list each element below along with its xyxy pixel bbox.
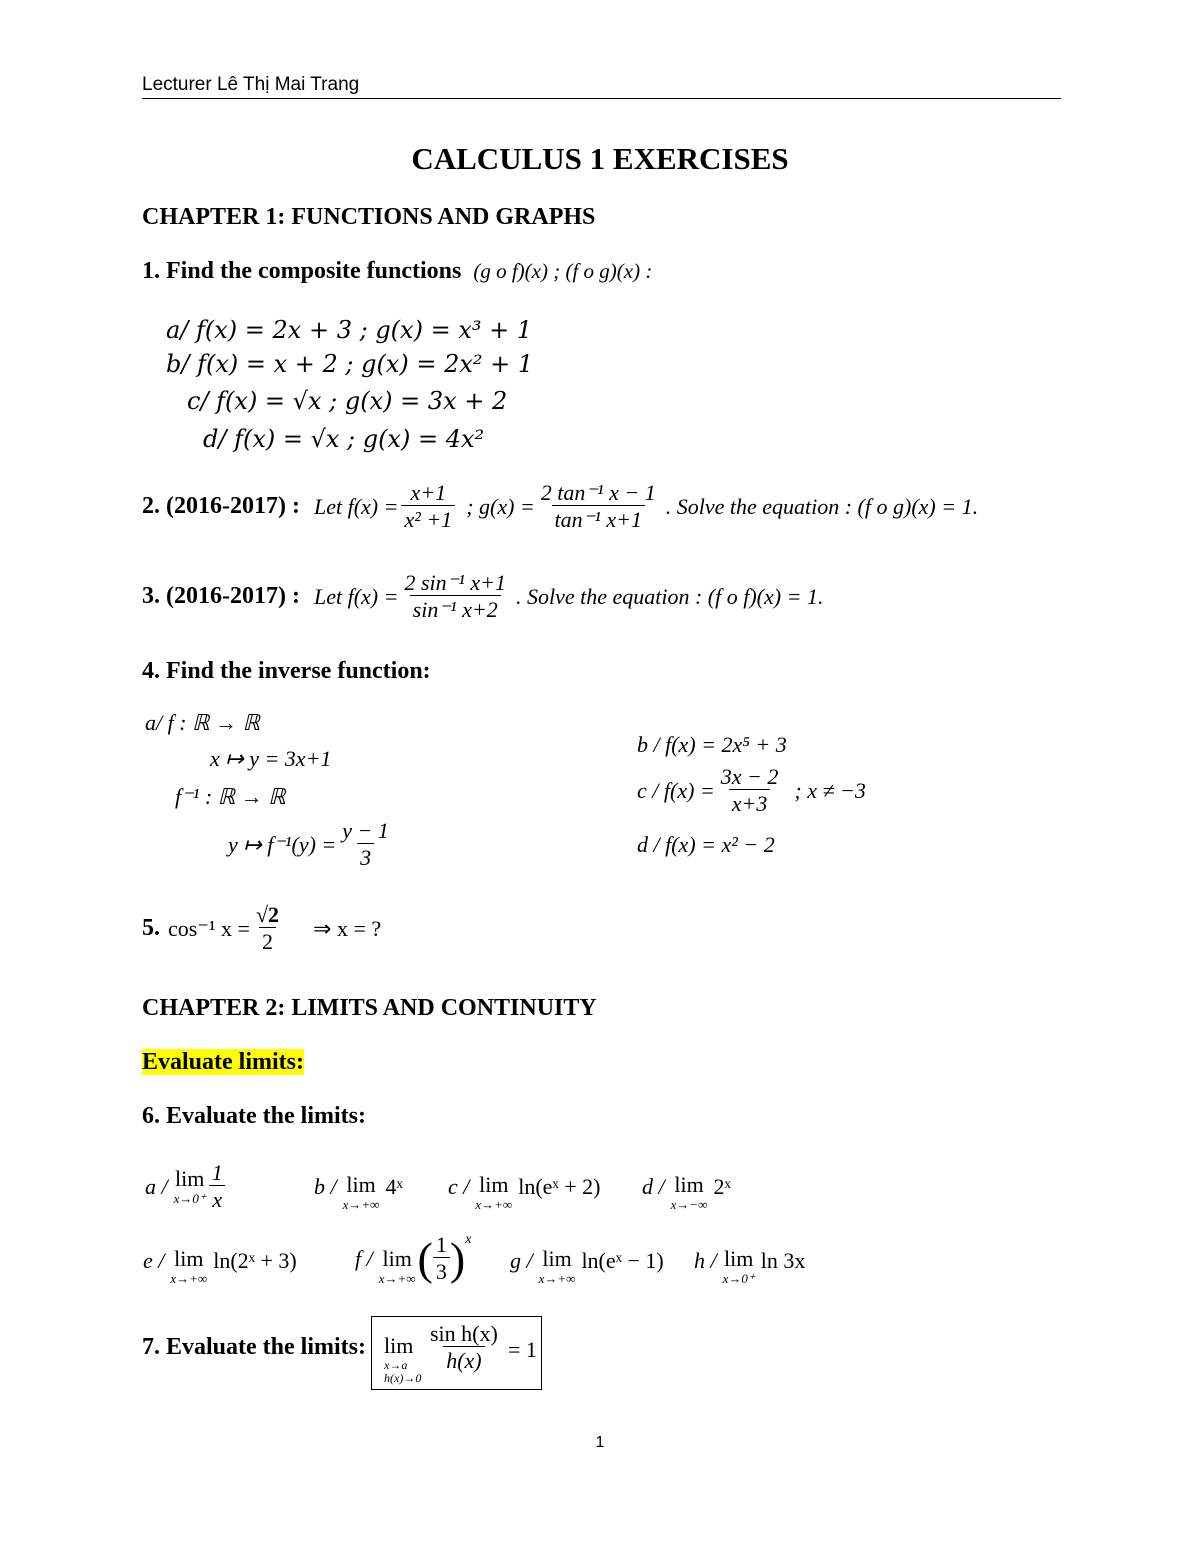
q6-g <box>510 1248 664 1285</box>
q4-a-line4 <box>228 818 395 872</box>
q4-d: d / f(x) = x² − 2 <box>637 832 775 857</box>
evaluate-limits-highlight: Evaluate limits: <box>142 1049 304 1075</box>
q2-g-lead: ; g(x) = <box>466 493 535 519</box>
q6-c-lim <box>475 1174 512 1211</box>
q6-a-fraction <box>209 1160 226 1214</box>
q6-a-lim-word: lim <box>175 1166 205 1192</box>
q6-f-lparen: ( <box>417 1232 433 1284</box>
q2-f-denominator: x² +1 <box>401 505 455 534</box>
q7-fraction <box>427 1321 501 1375</box>
q1-part-d: d/ f(x) = √x ; g(x) = 4x² <box>203 425 485 453</box>
q4-a-fraction <box>339 818 392 872</box>
q4-c-tail: ; x ≠ −3 <box>794 777 866 803</box>
q6-a-lead: a / <box>145 1173 168 1199</box>
q6-a-lim <box>174 1168 206 1205</box>
q6-h <box>694 1248 805 1285</box>
q7-tail: = 1 <box>508 1337 537 1362</box>
q6-f-numerator: 1 <box>435 1232 447 1257</box>
q4-b: b / f(x) = 2x⁵ + 3 <box>637 732 787 757</box>
chapter-1-heading: CHAPTER 1: FUNCTIONS AND GRAPHS <box>142 204 596 230</box>
q6-b-lead: b / <box>314 1174 337 1199</box>
q2-label: 2. (2016-2017) : <box>142 493 300 520</box>
q6-e-expr: ln(2ˣ + 3) <box>213 1248 297 1273</box>
q1-label <box>142 258 652 285</box>
q4-a-denominator: 3 <box>357 843 374 872</box>
q6-a <box>145 1160 229 1214</box>
q6-g-lim <box>539 1248 576 1285</box>
q3-let: Let f(x) = <box>313 583 399 609</box>
q5-tail: ⇒ x = ? <box>313 915 382 941</box>
q3-f-numerator: 2 sin⁻¹ x+1 <box>404 570 506 595</box>
q6-a-numerator: 1 <box>211 1160 223 1185</box>
q6-f-exponent: x <box>465 1232 472 1247</box>
q3-row <box>142 570 823 624</box>
q4-c-fraction <box>718 764 782 818</box>
q6-b <box>314 1174 403 1211</box>
q4-a-line2: x ↦ y = 3x+1 <box>210 746 332 771</box>
q2-let: Let f(x) = <box>313 493 399 519</box>
q6-f-fraction <box>433 1232 450 1286</box>
q6-d-lim-word: lim <box>674 1172 704 1197</box>
q2-f-numerator: x+1 <box>410 480 447 505</box>
q6-h-expr: ln 3x <box>760 1248 806 1273</box>
q7-formula-box <box>371 1316 542 1390</box>
q6-a-denominator: x <box>209 1185 225 1214</box>
q6-g-lim-word: lim <box>542 1246 572 1271</box>
q5-fraction <box>253 902 282 956</box>
q6-c <box>448 1174 601 1211</box>
q6-c-lim-sub: x→+∞ <box>475 1197 513 1212</box>
chapter-2-heading: CHAPTER 2: LIMITS AND CONTINUITY <box>142 995 597 1021</box>
q1-label-text: 1. Find the composite functions <box>142 258 462 284</box>
q6-b-lim-sub: x→+∞ <box>342 1197 380 1212</box>
q4-label: 4. Find the inverse function: <box>142 658 431 684</box>
q6-g-lim-sub: x→+∞ <box>538 1271 576 1286</box>
q6-e-lead: e / <box>143 1248 165 1273</box>
q6-d-lim <box>671 1174 708 1211</box>
q6-e <box>143 1248 297 1285</box>
q5-numerator: √2 <box>255 902 280 927</box>
q7-lim-sub1: x→a <box>384 1358 408 1372</box>
q1-expr: (g ο f)(x) ; (f ο g)(x) : <box>473 259 653 283</box>
q6-d-expr: 2ˣ <box>713 1174 731 1199</box>
q7-label: 7. Evaluate the limits: <box>142 1334 366 1360</box>
q7-denominator: h(x) <box>443 1346 484 1375</box>
q6-g-expr: ln(eˣ − 1) <box>581 1248 664 1273</box>
q5-lead: cos⁻¹ x = <box>168 915 250 941</box>
q4-a-line3: f⁻¹ : ℝ → ℝ <box>175 784 286 809</box>
q5-label: 5. <box>142 915 160 942</box>
q6-label-text: 6. Evaluate the limits: <box>142 1103 366 1129</box>
q6-f-denominator: 3 <box>433 1257 450 1286</box>
q6-d-lim-sub: x→−∞ <box>670 1197 708 1212</box>
q3-f-denominator: sin⁻¹ x+2 <box>410 595 501 624</box>
q6-c-lim-word: lim <box>479 1172 509 1197</box>
header-rule <box>142 98 1061 99</box>
q1-part-c: c/ f(x) = √x ; g(x) = 3x + 2 <box>187 387 508 415</box>
q4-c-numerator: 3x − 2 <box>720 764 779 789</box>
q6-e-lim <box>170 1248 207 1285</box>
q6-c-expr: ln(eˣ + 2) <box>518 1174 601 1199</box>
q6-f-lim-word: lim <box>382 1246 412 1272</box>
q6-b-lim <box>343 1174 380 1211</box>
q3-solve: . Solve the equation : (f ο f)(x) = 1. <box>515 583 824 609</box>
q7-numerator: sin h(x) <box>430 1321 498 1346</box>
q2-g-numerator: 2 tan⁻¹ x − 1 <box>540 480 656 505</box>
q7-fraction-wrap <box>424 1321 504 1375</box>
q6-h-lim-word: lim <box>724 1246 754 1271</box>
q6-b-lim-word: lim <box>346 1172 376 1197</box>
q2-g-fraction <box>538 480 659 534</box>
q6-b-expr: 4ˣ <box>385 1174 403 1199</box>
page-number: 1 <box>595 1434 605 1451</box>
q5-row <box>142 902 381 956</box>
q1-part-b: b/ f(x) = x + 2 ; g(x) = 2x² + 1 <box>166 350 534 378</box>
lecturer-header: Lecturer Lê Thị Mai Trang <box>142 74 360 95</box>
q6-f-lim-sub: x→+∞ <box>378 1271 416 1287</box>
q6-d-lead: d / <box>642 1174 665 1199</box>
q2-solve: . Solve the equation : (f ο g)(x) = 1. <box>665 493 979 519</box>
q6-d <box>642 1174 731 1211</box>
q6-label <box>142 1103 366 1130</box>
q4-a-numerator: y − 1 <box>342 818 389 843</box>
q6-h-lim-sub: x→0⁺ <box>722 1271 755 1286</box>
q6-a-lim-sub: x→0⁺ <box>173 1191 206 1207</box>
q6-c-lead: c / <box>448 1174 470 1199</box>
q4-a-line1: a/ f : ℝ → ℝ <box>145 710 260 735</box>
q7-lim-block <box>384 1335 421 1385</box>
q6-h-lim <box>723 1248 755 1285</box>
q5-denominator: 2 <box>259 927 276 956</box>
q4-a-line4-lead: y ↦ f⁻¹(y) = <box>228 831 337 857</box>
q3-label: 3. (2016-2017) : <box>142 583 300 610</box>
q4-c-lead: c / f(x) = <box>637 777 715 803</box>
q6-e-lim-word: lim <box>174 1246 204 1271</box>
q6-f <box>355 1232 471 1286</box>
q2-f-fraction <box>401 480 455 534</box>
q7-lim-sub2: h(x)→0 <box>384 1371 422 1386</box>
q6-g-lead: g / <box>510 1248 533 1273</box>
q6-f-lead: f / <box>355 1245 373 1271</box>
q2-row <box>142 480 978 534</box>
q6-f-lim <box>379 1248 416 1285</box>
q6-e-lim-sub: x→+∞ <box>170 1271 208 1286</box>
q1-part-a: a/ f(x) = 2x + 3 ; g(x) = x³ + 1 <box>166 316 533 344</box>
q6-f-rparen: ) <box>449 1232 466 1284</box>
evaluate-limits-heading <box>142 1049 304 1076</box>
q7-lim-word: lim <box>384 1333 414 1358</box>
q3-f-fraction <box>401 570 509 624</box>
page-title: CALCULUS 1 EXERCISES <box>411 141 789 176</box>
q4-c-denominator: x+3 <box>729 789 771 818</box>
q6-h-lead: h / <box>694 1248 717 1273</box>
q2-g-denominator: tan⁻¹ x+1 <box>552 505 645 534</box>
q4-c <box>637 764 866 818</box>
